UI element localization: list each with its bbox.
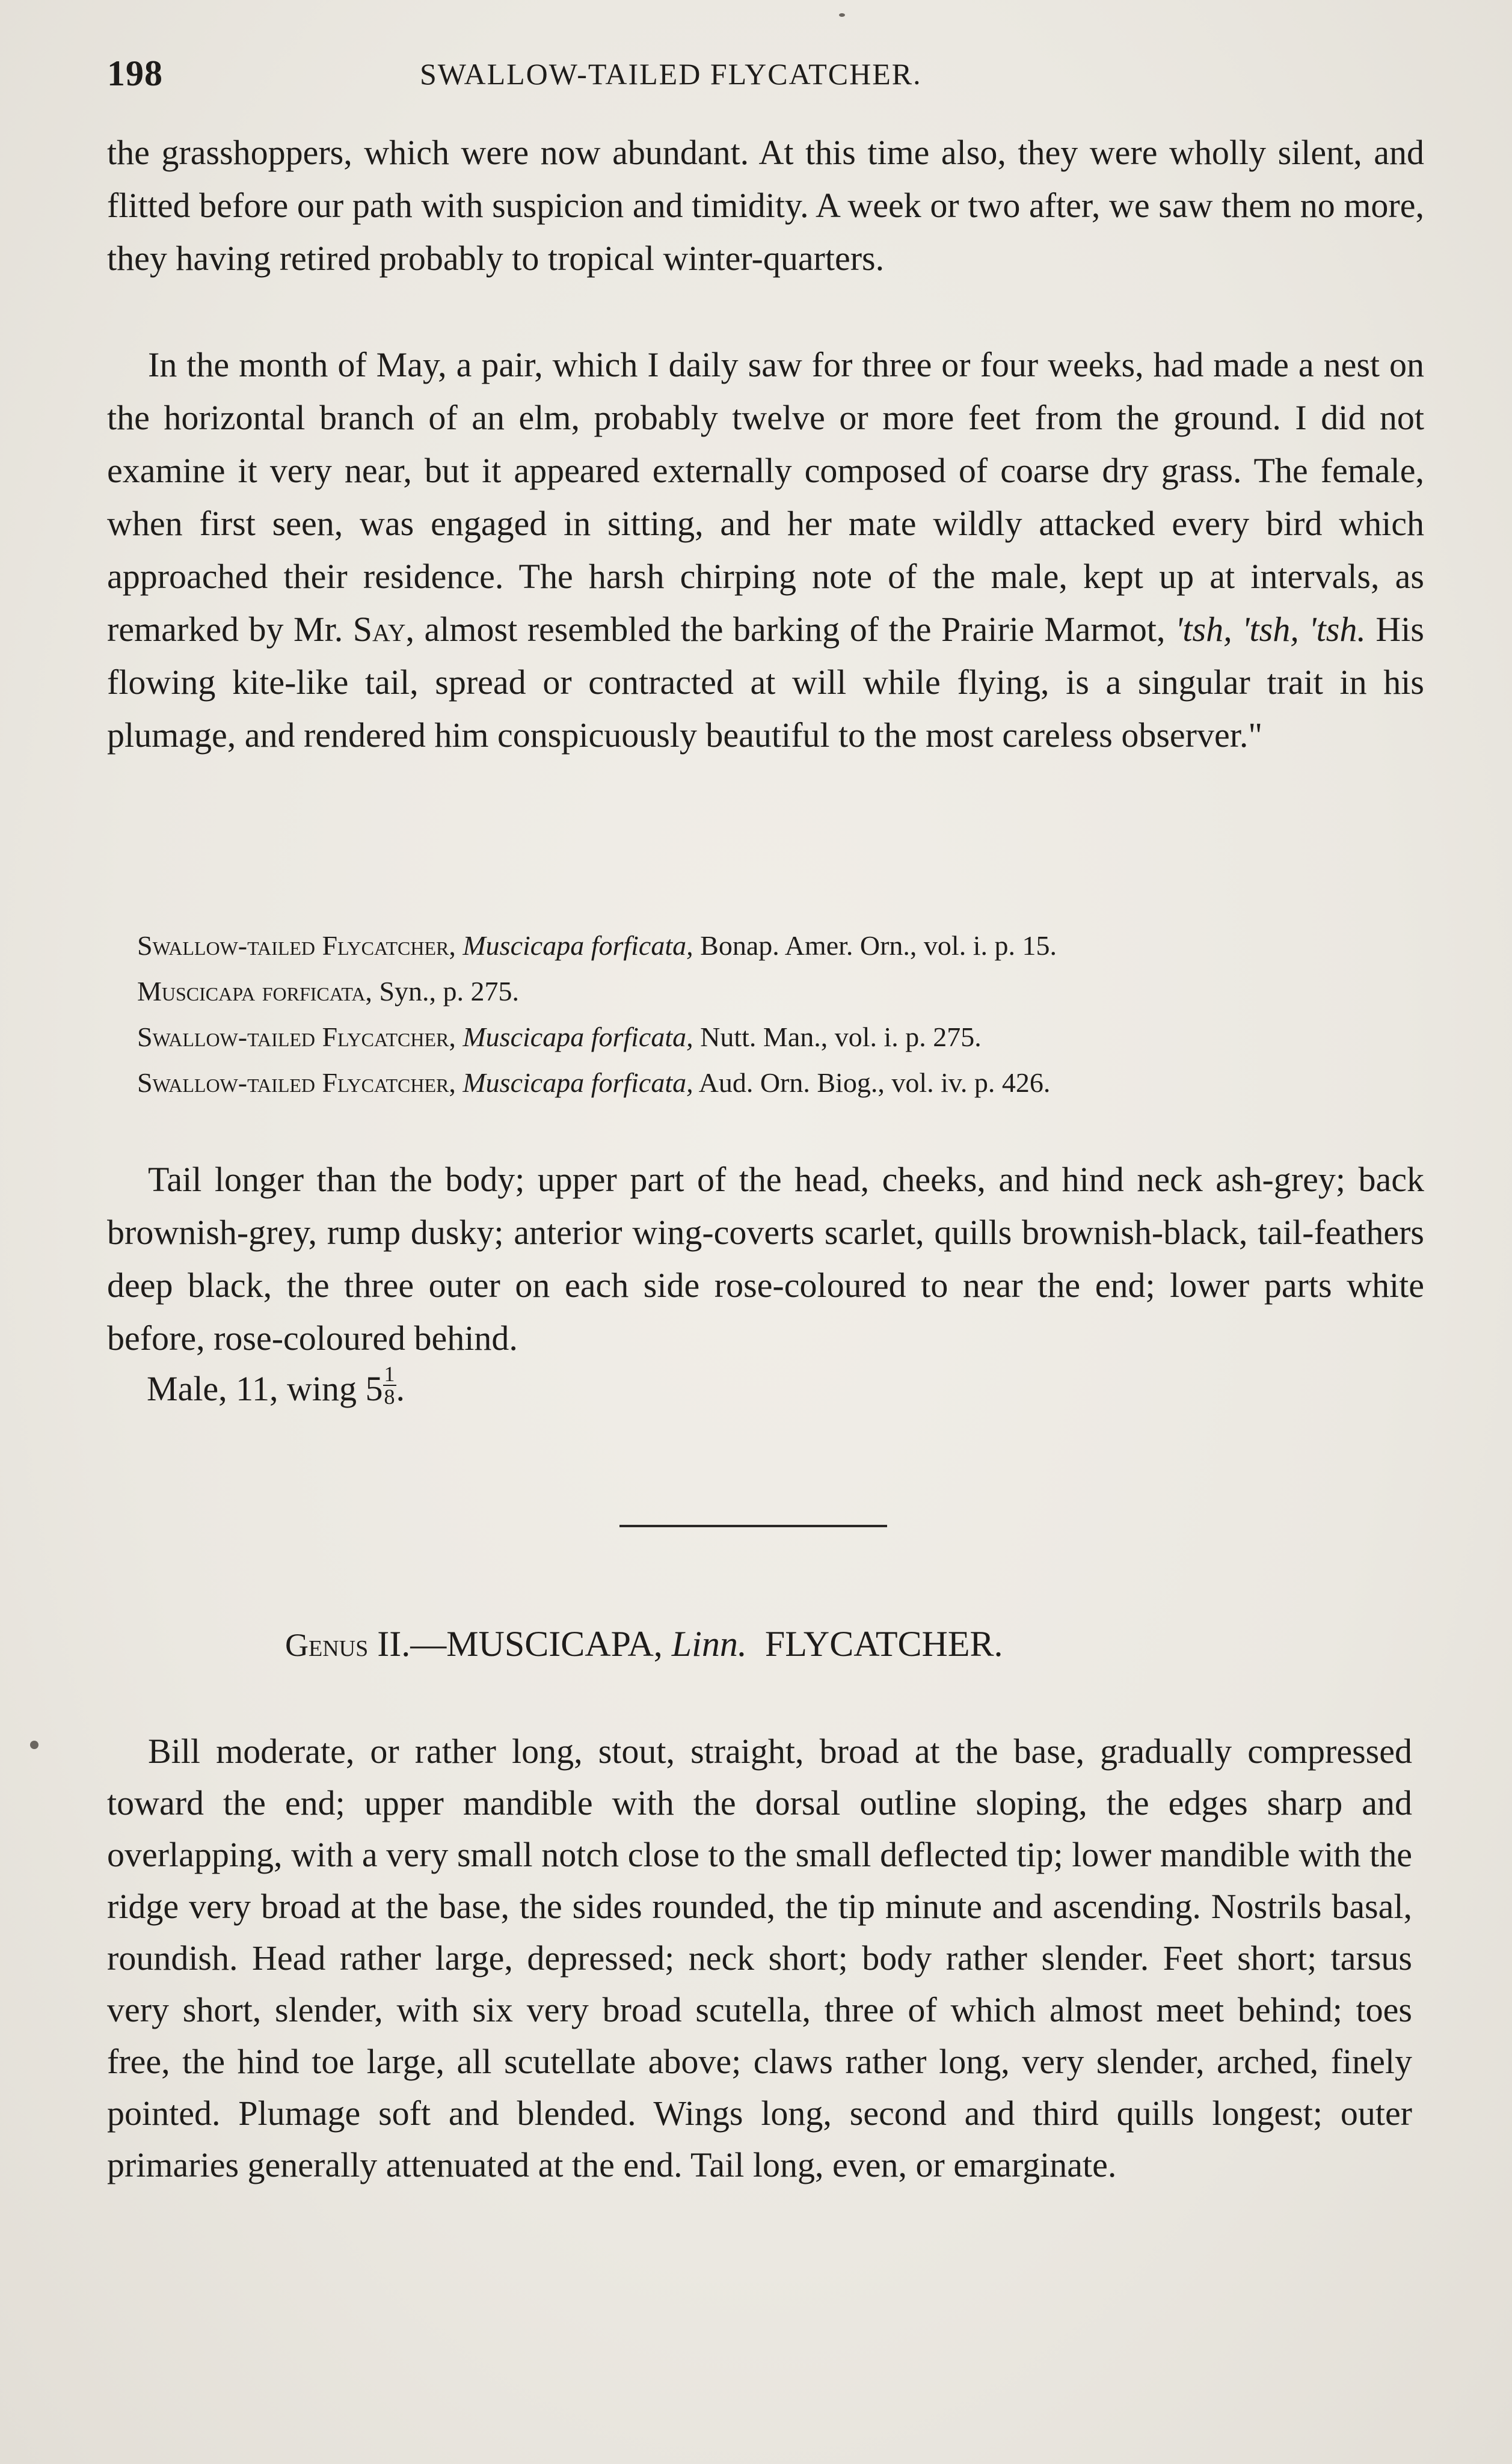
genus-authority: Linn. [671, 1624, 747, 1664]
synonymy-list [137, 923, 1406, 1106]
synonymy-entry [137, 923, 1406, 969]
fraction [383, 1363, 396, 1408]
page-header [107, 53, 1418, 101]
page-speck [839, 13, 845, 17]
synonymy-entry [137, 1060, 1406, 1106]
paragraph-text [107, 339, 1424, 762]
measurement-line [147, 1362, 405, 1415]
running-title: SWALLOW-TAILED FLYCATCHER. [420, 57, 922, 91]
paragraph-continuation [107, 126, 1424, 285]
fraction-denominator: 8 [384, 1385, 395, 1409]
genus-label: Genus [285, 1627, 369, 1663]
description-text: Tail longer than the body; upper part of the head, cheeks, and hind neck ash-grey; back brownish-grey, rump dusky; anterior wing-coverts scarlet, quills brownish-black, tail-feathers deep black, the three outer on each side rose-coloured to near the end; lower parts white before, rose-coloured behind. [107, 1160, 1424, 1358]
synonym-name: Muscicapa forficata, [137, 976, 372, 1007]
measure-end: . [396, 1369, 405, 1408]
genus-description-text: Bill moderate, or rather long, stout, straight, broad at the base, gradually compressed toward the end; upper mandible with the dorsal outline sloping, the edges sharp and overlapping, with a very small notch close to the small deflected tip; lower mandible with the ridge very broad at the base, the sides rounded, the tip minute and ascending. Nostrils basal, roundish. Head rather large, depressed; neck short; body rather slender. Feet short; tarsus very short, slender, with six very broad scutella, three of which almost meet behind; toes free, the hind toe large, all scutellate above; claws rather long, very slender, arched, finely pointed. Plumage soft and blended. Wings long, second and third quills longest; outer primaries generally attenuated at the end. Tail long, even, or emarginate. [107, 1732, 1412, 2184]
synonym-reference: Syn., p. 275. [379, 976, 520, 1007]
text-run: In the month of May, a pair, which I daily saw for three or four weeks, had made a nest on the horizontal branch of an elm, probably twelve or more feet from the ground. I did not examine it very near, but it appeared externally composed of coarse dry grass. The female, when first seen, was engaged in sitting, and her mate wildly attacked every bird which approached their residence. The harsh chirping note of the male, kept up at intervals, as remarked by Mr. [107, 345, 1424, 649]
synonym-name: Swallow-tailed Flycatcher, [137, 930, 456, 961]
page-speck [30, 1741, 38, 1749]
genus-numeral: II.—MUSCICAPA, [377, 1624, 663, 1664]
synonym-latin: Muscicapa forficata, [463, 930, 693, 961]
synonym-name: Swallow-tailed Flycatcher, [137, 1067, 456, 1098]
synonymy-entry [137, 1014, 1406, 1060]
paragraph-text: the grasshoppers, which were now abundant. At this time also, they were wholly silent, and flitted before our path with suspicion and timidity. A week or two after, we saw them no more, they having retired probably to tropical winter-quarters. [107, 133, 1424, 278]
text-run: His flowing kite-like tail, spread or contracted at will while flying, is a singular trait in his plumage, and rendered him conspicuously beautiful to the most careless observer." [107, 610, 1424, 755]
author-name: Say [352, 610, 406, 649]
synonym-latin: Muscicapa forficata, [463, 1067, 693, 1098]
text-run: , almost resembled the barking of the Prairie Marmot, [405, 610, 1176, 649]
page-number: 198 [107, 54, 163, 93]
paragraph-nest [107, 339, 1424, 762]
synonymy-entry [137, 969, 1406, 1014]
synonym-reference: Bonap. Amer. Orn., vol. i. p. 15. [700, 930, 1057, 961]
synonym-reference: Nutt. Man., vol. i. p. 275. [700, 1022, 982, 1052]
genus-common-name: FLYCATCHER. [764, 1624, 1003, 1664]
bird-call: 'tsh, 'tsh, 'tsh. [1175, 610, 1366, 649]
section-divider [619, 1525, 887, 1527]
genus-description [107, 1726, 1412, 2191]
synonym-latin: Muscicapa forficata, [463, 1022, 693, 1052]
genus-heading [285, 1623, 1003, 1665]
species-description [107, 1153, 1424, 1365]
synonym-reference: Aud. Orn. Biog., vol. iv. p. 426. [698, 1067, 1051, 1098]
fraction-numerator: 1 [384, 1362, 395, 1386]
measure-text: Male, 11, wing 5 [147, 1369, 383, 1408]
synonym-name: Swallow-tailed Flycatcher, [137, 1022, 456, 1052]
